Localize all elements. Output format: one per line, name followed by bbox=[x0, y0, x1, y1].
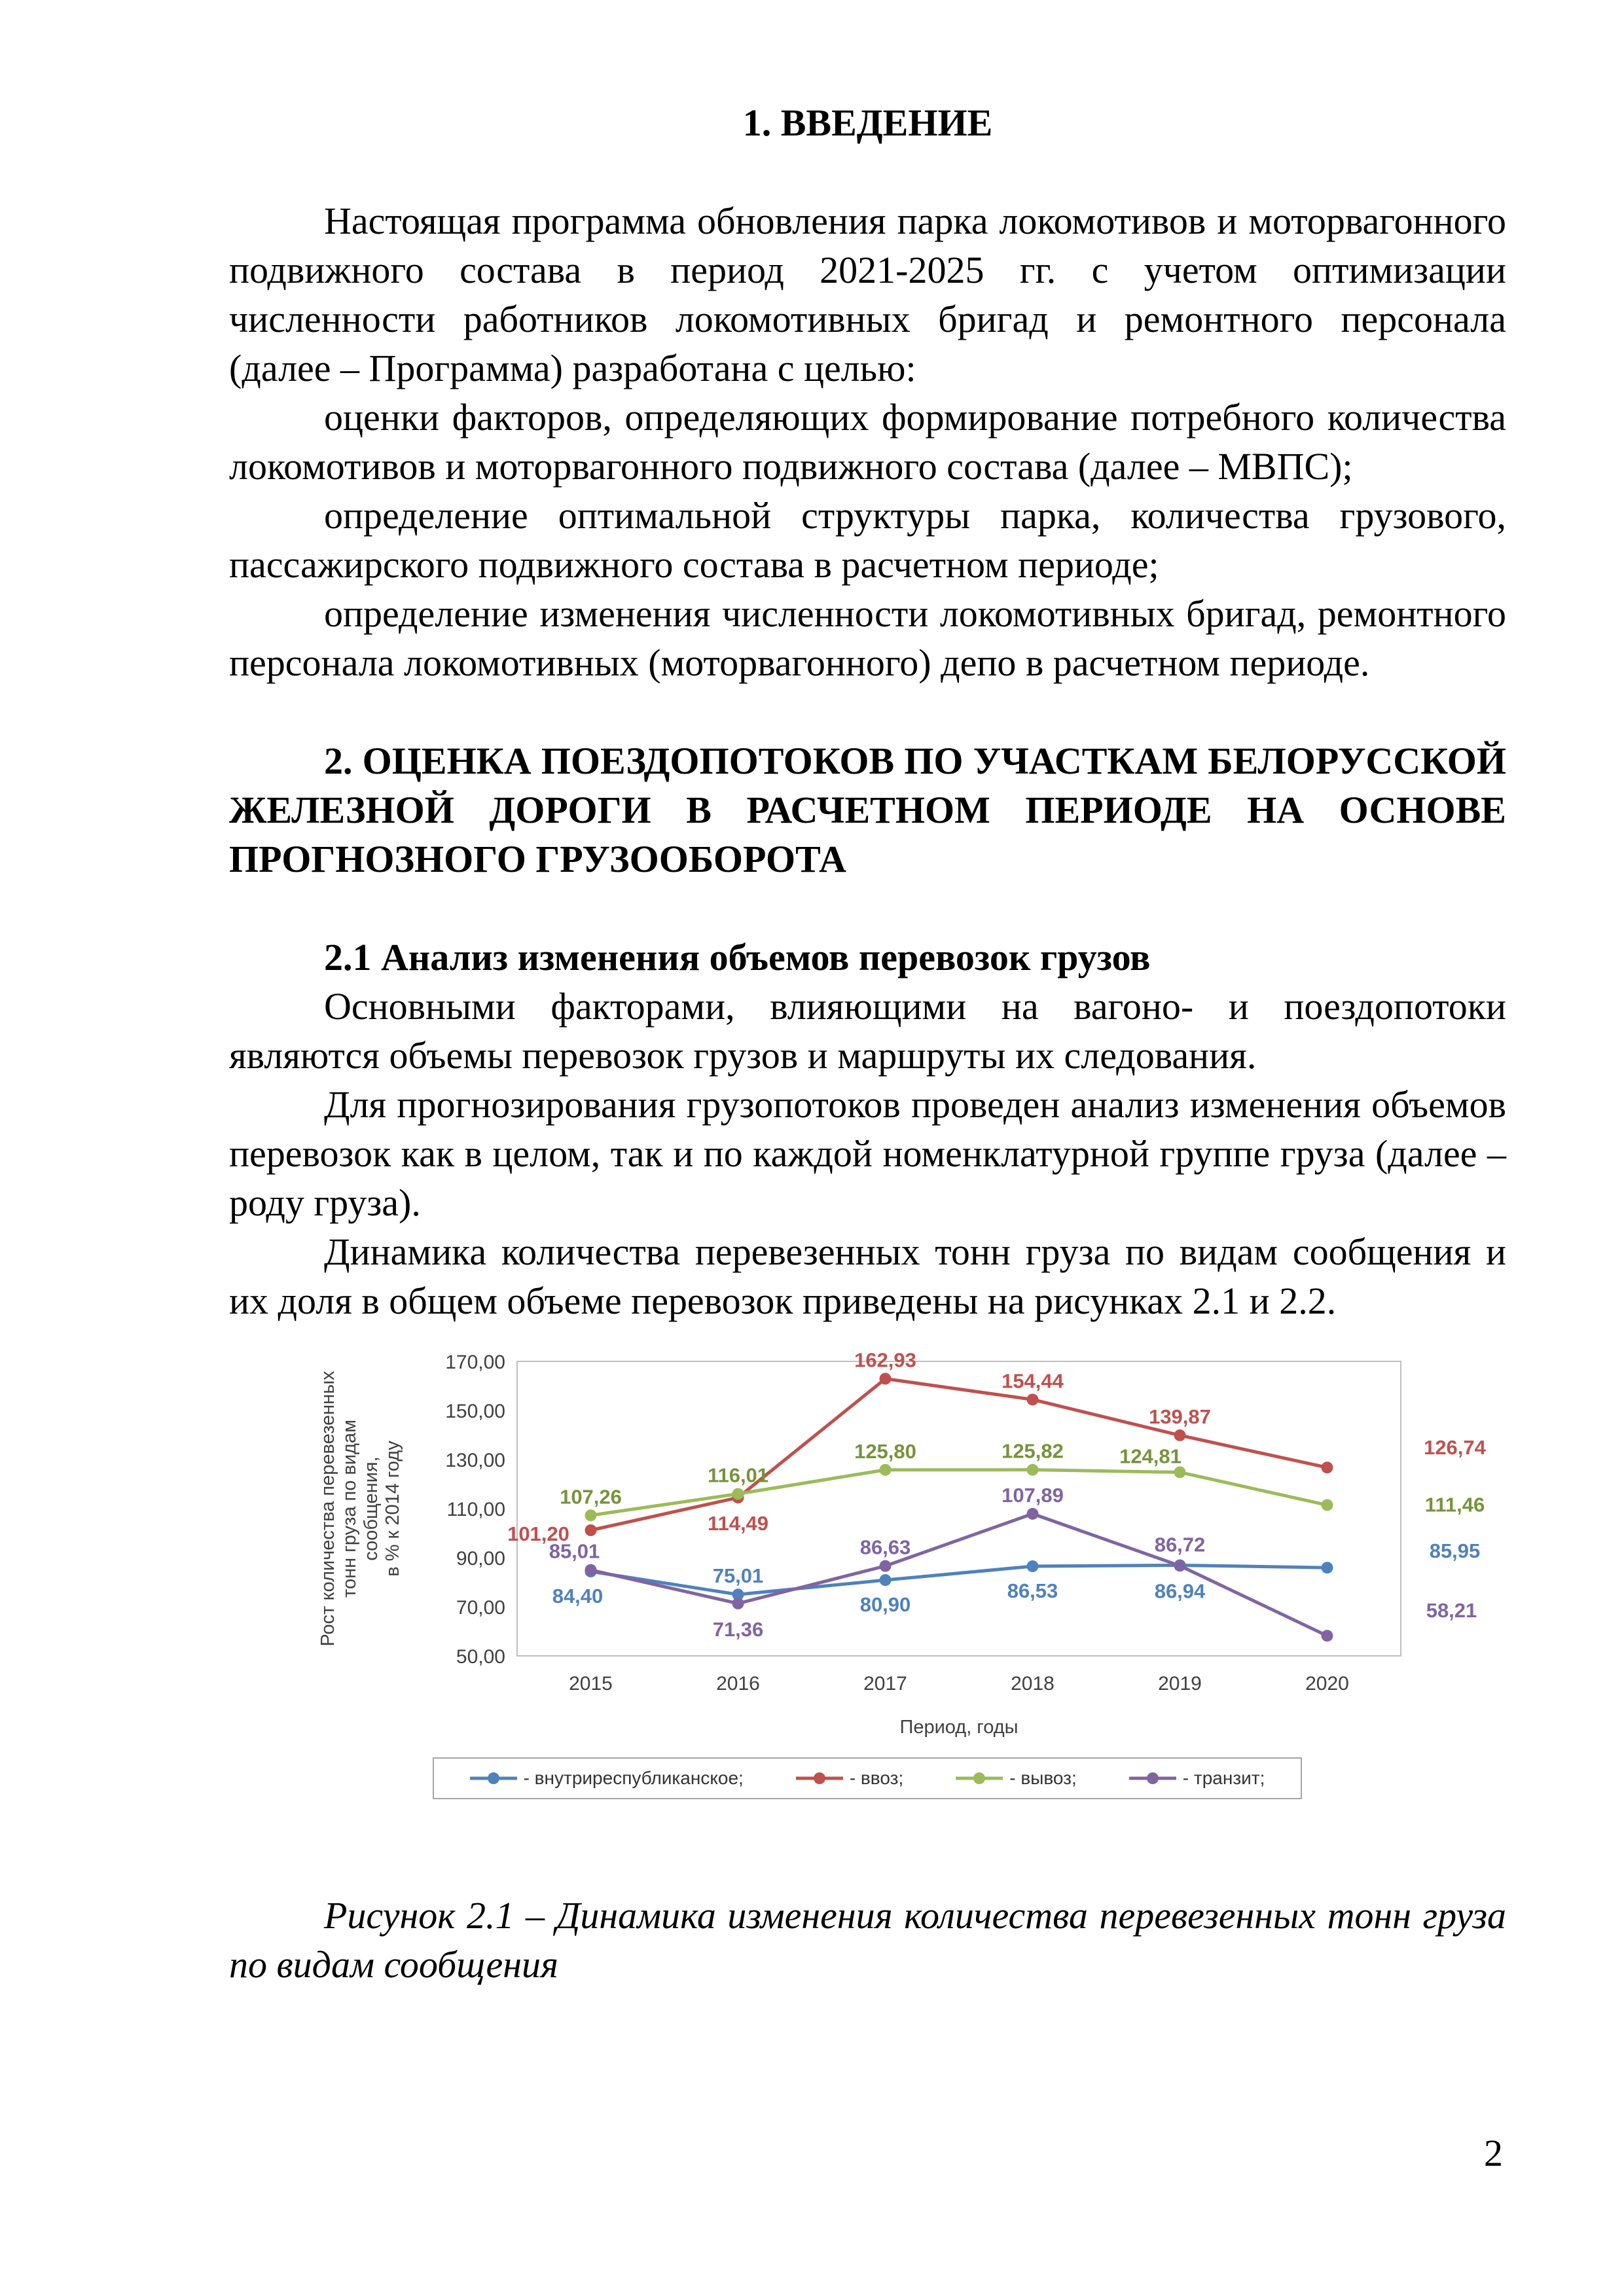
legend-item-транзит bbox=[1129, 1768, 1265, 1789]
data-label: 101,20 bbox=[507, 1522, 569, 1545]
paragraph: оценки факторов, определяющих формирование потребного количества локомотивов и моторвагонного подвижного состава (далее – МВПС); bbox=[229, 396, 1506, 488]
series-marker bbox=[1027, 1560, 1039, 1572]
paragraph: Для прогнозирования грузопотоков проведен анализ изменения объемов перевозок как в целом, так и по каждой номенклатурной группе груза (далее – роду груза). bbox=[229, 1083, 1506, 1224]
data-label: 114,49 bbox=[707, 1512, 769, 1535]
chart-legend bbox=[433, 1757, 1303, 1799]
data-label: 116,01 bbox=[707, 1463, 769, 1487]
legend-label: - ввоз; bbox=[849, 1768, 904, 1788]
series-marker bbox=[732, 1488, 744, 1499]
series-marker bbox=[1027, 1393, 1039, 1405]
y-axis-title-line: в % к 2014 году bbox=[382, 1441, 403, 1577]
series-marker bbox=[880, 1464, 892, 1476]
series-marker bbox=[880, 1373, 892, 1385]
data-label: 85,01 bbox=[549, 1539, 600, 1563]
data-label: 107,26 bbox=[560, 1485, 622, 1509]
series-marker bbox=[1322, 1630, 1333, 1641]
series-marker bbox=[1027, 1508, 1039, 1520]
data-label: 107,89 bbox=[1001, 1483, 1064, 1507]
y-tick-label: 150,00 bbox=[445, 1401, 505, 1422]
y-tick-label: 90,00 bbox=[456, 1548, 505, 1570]
x-axis-title: Период, годы bbox=[899, 1717, 1019, 1738]
legend-marker-icon bbox=[470, 1771, 517, 1785]
series-marker bbox=[1174, 1560, 1186, 1571]
section-2-1-heading: 2.1 Анализ изменения объемов перевозок грузов bbox=[324, 936, 1151, 978]
x-tick-label: 2018 bbox=[1011, 1673, 1055, 1695]
figure-2-1 bbox=[229, 1345, 1506, 1799]
data-label: 80,90 bbox=[859, 1593, 911, 1617]
legend-label: - вывоз; bbox=[1009, 1768, 1077, 1788]
y-tick-label: 70,00 bbox=[456, 1597, 505, 1619]
paragraph: определение изменения численности локомотивных бригад, ремонтного персонала локомотивных (моторвагонного) депо в расчетном периоде. bbox=[229, 592, 1506, 684]
figure-2-1-caption: Рисунок 2.1 – Динамика изменения количества перевезенных тонн груза по видам сообщения bbox=[229, 1894, 1506, 1986]
legend-label: - внутриреспубликанское; bbox=[523, 1768, 744, 1788]
x-tick-label: 2017 bbox=[863, 1673, 907, 1695]
series-marker bbox=[1322, 1562, 1333, 1573]
y-axis-title-line: Рост количества перевезенных bbox=[317, 1371, 338, 1647]
y-axis-title-line: сообщения, bbox=[361, 1456, 382, 1561]
data-label: 86,53 bbox=[1007, 1579, 1058, 1603]
data-label: 126,74 bbox=[1424, 1436, 1486, 1460]
series-marker bbox=[1322, 1462, 1333, 1473]
y-tick-label: 110,00 bbox=[446, 1499, 505, 1520]
y-tick-label: 130,00 bbox=[445, 1450, 505, 1471]
plot-area bbox=[517, 1361, 1401, 1656]
page-number: 2 bbox=[1484, 2132, 1503, 2174]
data-label: 125,80 bbox=[854, 1439, 916, 1463]
data-label: 75,01 bbox=[712, 1564, 764, 1588]
y-axis-title-line: тонн груза по видам bbox=[339, 1419, 360, 1598]
x-tick-label: 2016 bbox=[716, 1673, 760, 1695]
paragraph: Динамика количества перевезенных тонн груза по видам сообщения и их доля в общем объеме перевозок приведены на рисунках 2.1 и 2.2. bbox=[229, 1230, 1506, 1322]
line-chart bbox=[229, 1345, 1506, 1751]
data-label: 124,81 bbox=[1119, 1444, 1182, 1468]
data-label: 86,94 bbox=[1154, 1579, 1206, 1603]
legend-label: - транзит; bbox=[1182, 1768, 1265, 1788]
data-label: 85,95 bbox=[1429, 1539, 1481, 1563]
series-marker bbox=[1322, 1499, 1333, 1511]
data-label: 125,82 bbox=[1001, 1439, 1064, 1463]
data-label: 139,87 bbox=[1149, 1405, 1211, 1428]
data-label: 84,40 bbox=[552, 1585, 604, 1607]
data-label: 86,63 bbox=[859, 1535, 911, 1559]
series-marker bbox=[585, 1524, 597, 1536]
series-marker bbox=[1174, 1429, 1186, 1441]
y-tick-label: 170,00 bbox=[445, 1352, 505, 1373]
x-tick-label: 2019 bbox=[1158, 1673, 1202, 1695]
legend-marker-icon bbox=[956, 1771, 1003, 1785]
y-tick-label: 50,00 bbox=[456, 1646, 505, 1668]
series-marker bbox=[585, 1564, 597, 1576]
data-label: 162,93 bbox=[854, 1348, 916, 1372]
series-marker bbox=[1027, 1464, 1039, 1476]
data-label: 71,36 bbox=[712, 1617, 764, 1641]
legend-marker-icon bbox=[1129, 1771, 1176, 1785]
legend-item-внутриреспубликанское bbox=[470, 1768, 744, 1789]
section-2-heading: 2. ОЦЕНКА ПОЕЗДОПОТОКОВ ПО УЧАСТКАМ БЕЛОРУССКОЙ ЖЕЛЕЗНОЙ ДОРОГИ В РАСЧЕТНОМ ПЕРИОДЕ НА ОСНОВЕ ПРОГНОЗНОГО ГРУЗООБОРОТА bbox=[229, 740, 1506, 880]
series-marker bbox=[880, 1560, 892, 1572]
x-tick-label: 2015 bbox=[569, 1673, 613, 1695]
legend-item-вывоз bbox=[956, 1768, 1077, 1789]
series-marker bbox=[1174, 1466, 1186, 1478]
paragraph: Настоящая программа обновления парка локомотивов и моторвагонного подвижного состава в период 2021-2025 гг. с учетом оптимизации численности работников локомотивных бригад и ремонтного персонала (далее – Программа) разработана с целью: bbox=[229, 200, 1506, 389]
data-label: 58,21 bbox=[1426, 1599, 1477, 1623]
series-marker bbox=[880, 1574, 892, 1586]
x-tick-label: 2020 bbox=[1305, 1673, 1349, 1695]
paragraph: Основными факторами, влияющими на вагоно- и поездопотоки являются объемы перевозок грузов и маршруты их следования. bbox=[229, 985, 1506, 1077]
data-label: 86,72 bbox=[1154, 1533, 1206, 1556]
series-marker bbox=[732, 1598, 744, 1609]
paragraph: определение оптимальной структуры парка, количества грузового, пассажирского подвижного состава в расчетном периоде; bbox=[229, 494, 1506, 586]
legend-item-ввоз bbox=[796, 1768, 903, 1789]
series-marker bbox=[585, 1509, 597, 1521]
data-label: 111,46 bbox=[1424, 1493, 1485, 1516]
section-1-heading: 1. ВВЕДЕНИЕ bbox=[742, 101, 993, 144]
data-label: 154,44 bbox=[1001, 1369, 1064, 1393]
legend-marker-icon bbox=[796, 1771, 843, 1785]
